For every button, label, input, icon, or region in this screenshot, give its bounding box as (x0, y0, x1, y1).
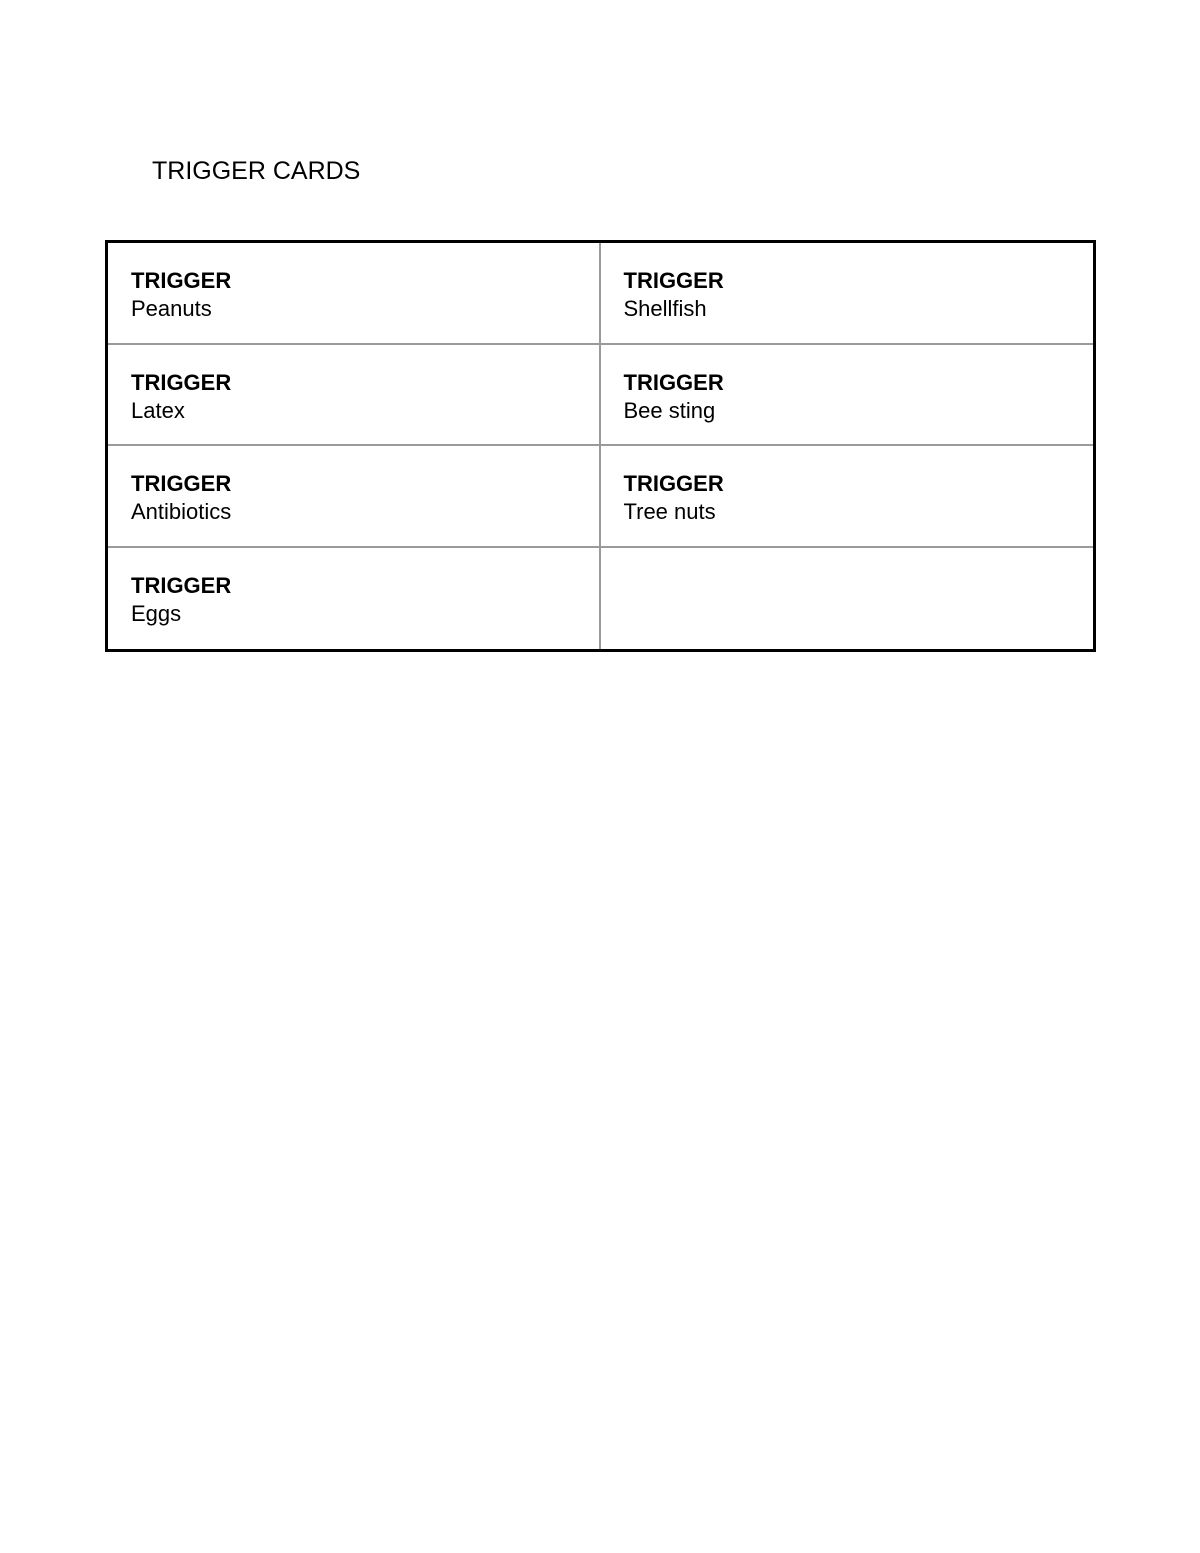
empty-card (601, 548, 1094, 650)
trigger-card (601, 446, 1094, 548)
card-heading: TRIGGER (623, 471, 724, 496)
trigger-card (108, 548, 601, 650)
card-value: Antibiotics (131, 499, 232, 524)
trigger-card (601, 243, 1094, 345)
card-value: Bee sting (623, 397, 716, 423)
trigger-card (108, 345, 601, 447)
card-heading: TRIGGER (623, 268, 724, 293)
card-heading: TRIGGER (131, 369, 232, 395)
card-value: Tree nuts (623, 499, 716, 524)
trigger-card (108, 446, 601, 548)
trigger-card (108, 243, 601, 345)
card-heading: TRIGGER (131, 471, 232, 496)
card-heading: TRIGGER (623, 369, 724, 395)
card-value: Shellfish (623, 296, 707, 321)
card-value: Eggs (131, 600, 182, 626)
trigger-cards-table (105, 240, 1096, 652)
card-value: Peanuts (131, 296, 212, 321)
card-heading: TRIGGER (131, 268, 232, 293)
card-value: Latex (131, 397, 185, 423)
trigger-card (601, 345, 1094, 447)
page-title: TRIGGER CARDS (152, 157, 361, 185)
card-heading: TRIGGER (131, 572, 232, 598)
